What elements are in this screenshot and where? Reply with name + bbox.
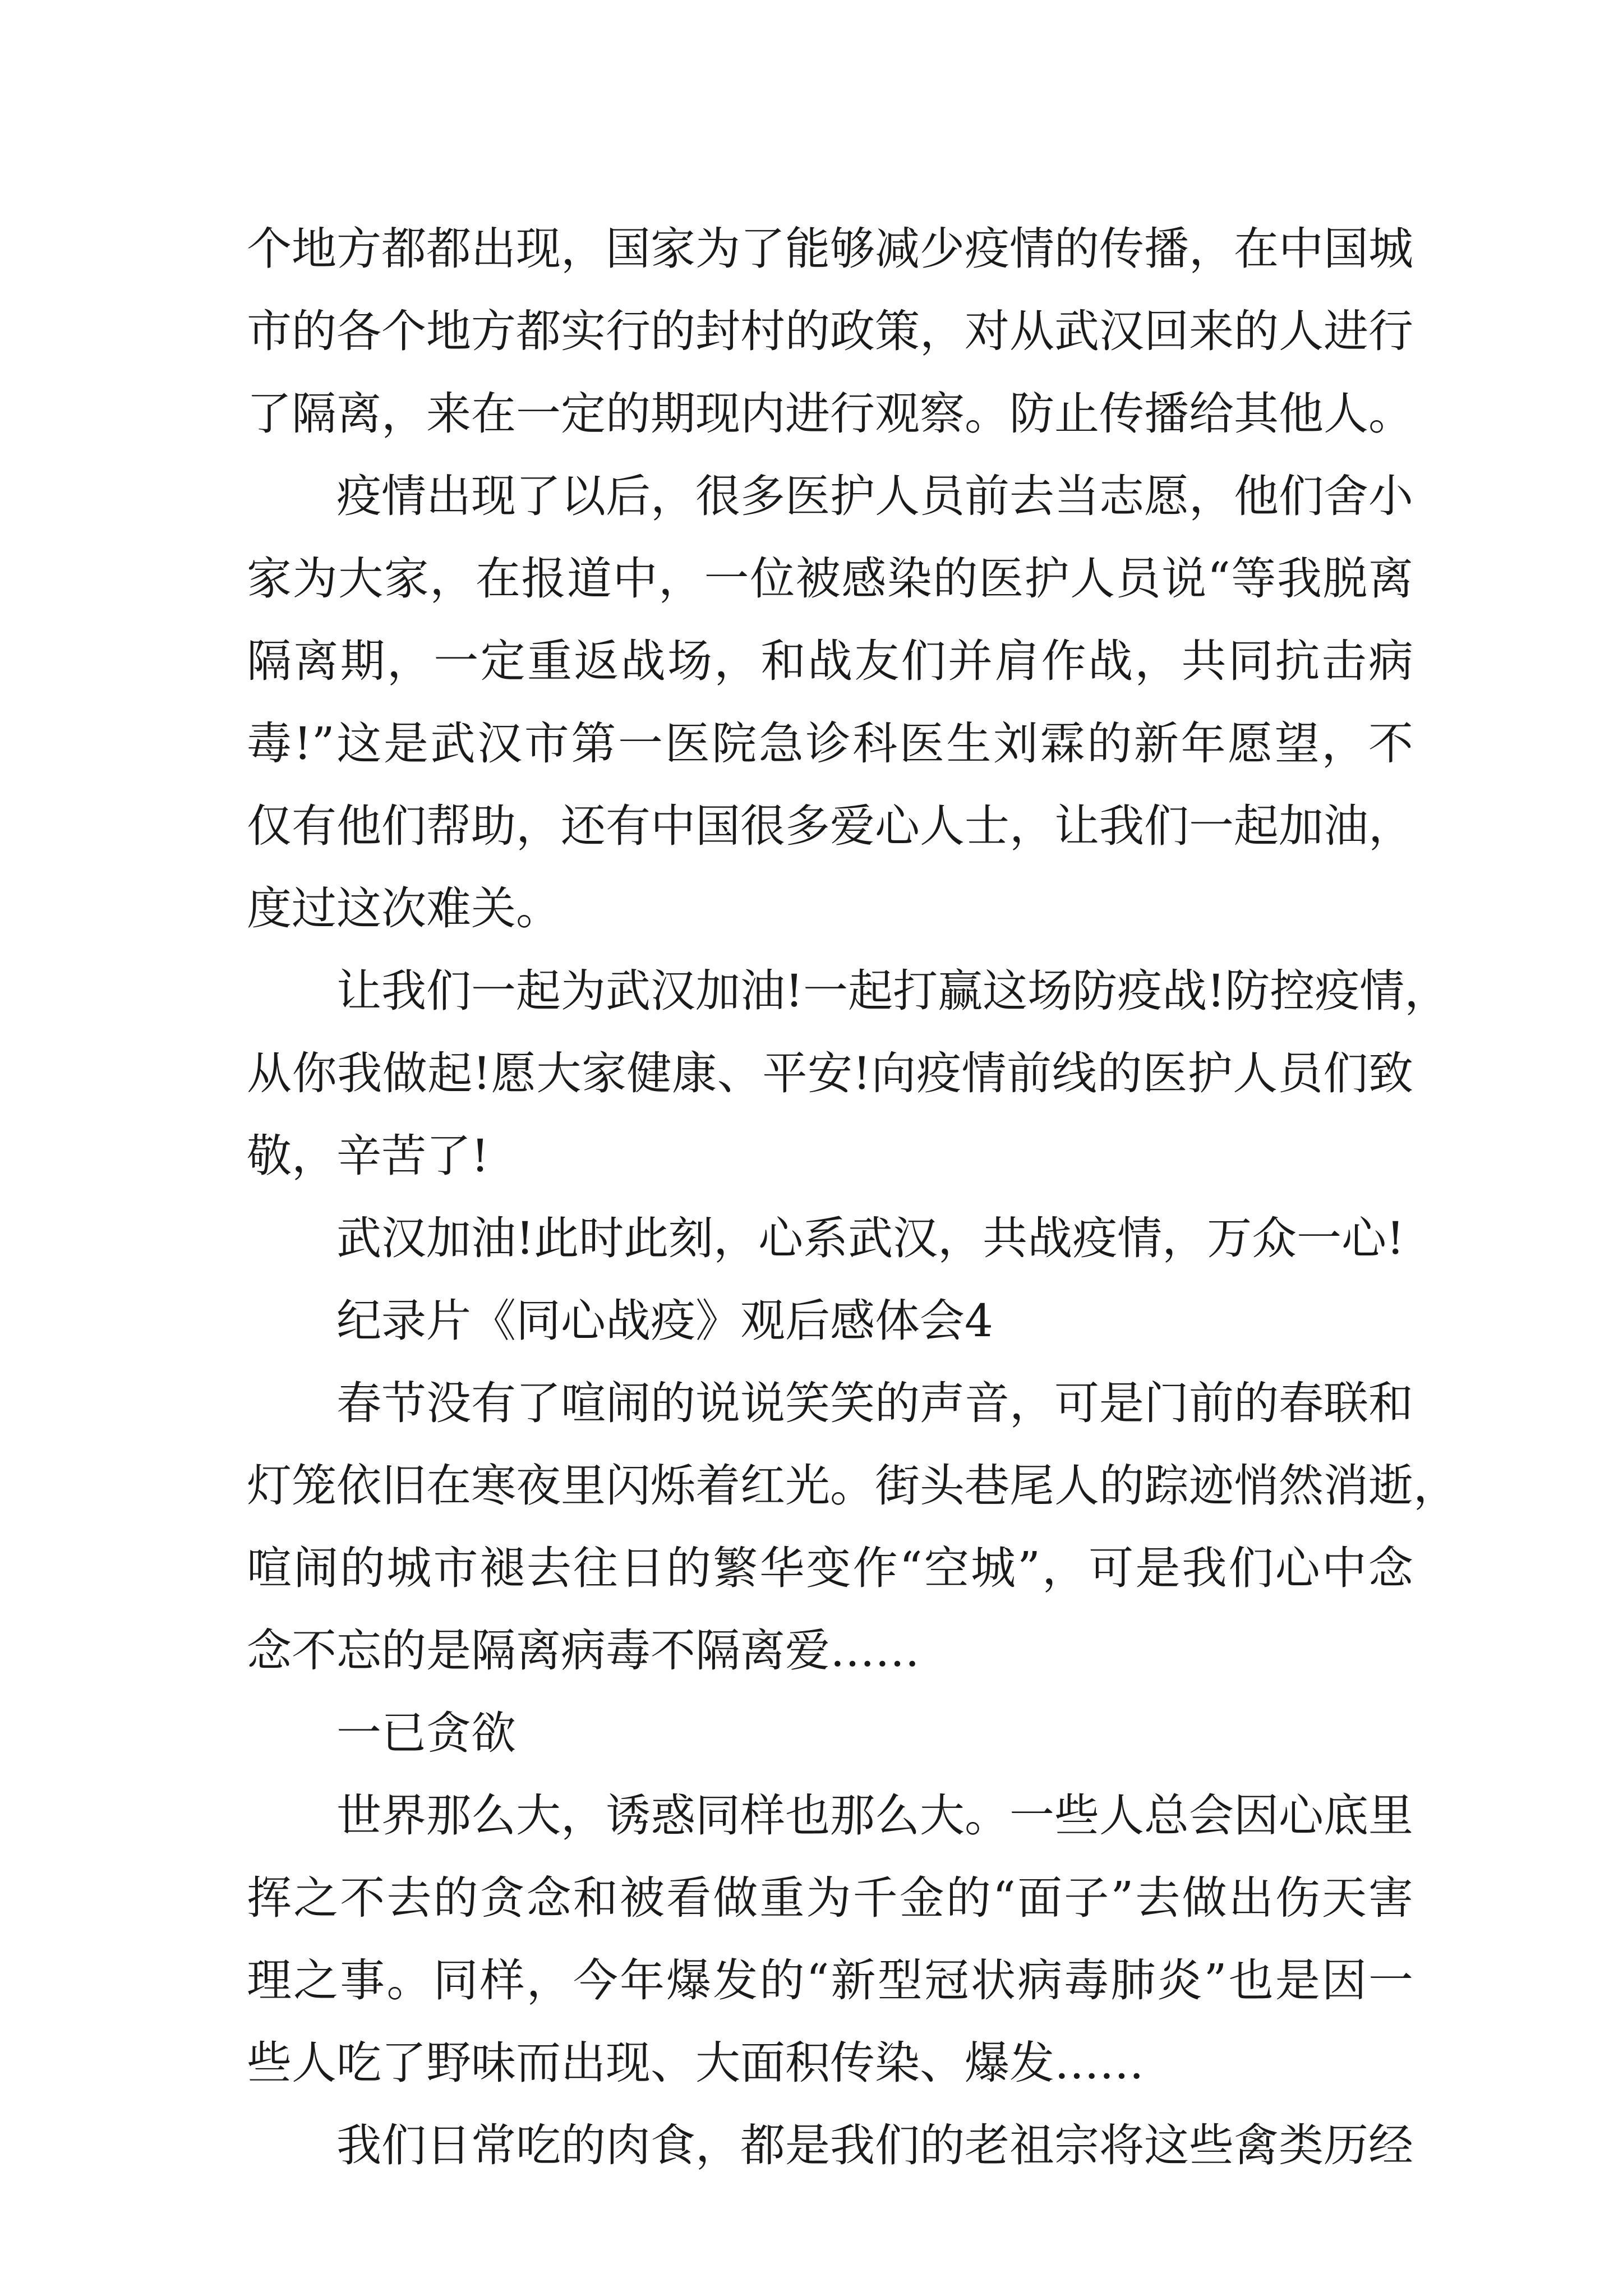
text-line: 念不忘的是隔离病毒不隔离爱…… <box>247 1625 920 1677</box>
text-line: 从你我做起!愿大家健康、平安!向疫情前线的医护人员们致 <box>247 1047 1413 1099</box>
body-text <box>247 208 1458 2187</box>
text-line: 仅有他们帮助，还有中国很多爱心人士，让我们一起加油， <box>247 800 1413 852</box>
text-line: 隔离期，一定重返战场，和战友们并肩作战，共同抗击病 <box>247 635 1413 687</box>
text-line: 了隔离，来在一定的期现内进行观察。防止传播给其他人。 <box>247 388 1413 440</box>
text-line: 些人吃了野味而出现、大面积传染、爆发…… <box>247 2037 1144 2089</box>
paragraph-first-line: 让我们一起为武汉加油!一起打赢这场防疫战!防控疫情， <box>336 965 1450 1017</box>
text-line: 敬，辛苦了! <box>247 1130 490 1182</box>
paragraph-first-line: 疫情出现了以后，很多医护人员前去当志愿，他们舍小 <box>336 470 1413 522</box>
paragraph-first-line: 我们日常吃的肉食，都是我们的老祖宗将这些禽类历经 <box>336 2119 1413 2171</box>
text-line: 理之事。同样，今年爆发的“新型冠状病毒肺炎”也是因一 <box>247 1954 1413 2007</box>
paragraph-first-line: 武汉加油!此时此刻，心系武汉，共战疫情，万众一心! <box>336 1212 1405 1264</box>
text-line: 度过这次难关。 <box>247 882 561 935</box>
subsection-heading: 一已贪欲 <box>336 1707 516 1759</box>
text-line: 个地方都都出现，国家为了能够减少疫情的传播，在中国城 <box>247 223 1413 275</box>
section-heading: 纪录片《同心战疫》观后感体会4 <box>336 1295 993 1347</box>
paragraph-first-line: 春节没有了喧闹的说说笑笑的声音，可是门前的春联和 <box>336 1377 1413 1429</box>
text-line: 喧闹的城市褪去往日的繁华变作“空城”，可是我们心中念 <box>247 1542 1413 1594</box>
text-line: 毒!”这是武汉市第一医院急诊科医生刘霖的新年愿望，不 <box>247 717 1413 770</box>
text-line: 家为大家，在报道中，一位被感染的医护人员说“等我脱离 <box>247 553 1413 605</box>
text-line: 灯笼依旧在寒夜里闪烁着红光。街头巷尾人的踪迹悄然消逝， <box>247 1460 1458 1512</box>
paragraph-first-line: 世界那么大，诱惑同样也那么大。一些人总会因心底里 <box>336 1789 1413 1842</box>
text-line: 挥之不去的贪念和被看做重为千金的“面子”去做出伤天害 <box>247 1872 1413 1924</box>
text-line: 市的各个地方都实行的封村的政策，对从武汉回来的人进行 <box>247 305 1413 357</box>
